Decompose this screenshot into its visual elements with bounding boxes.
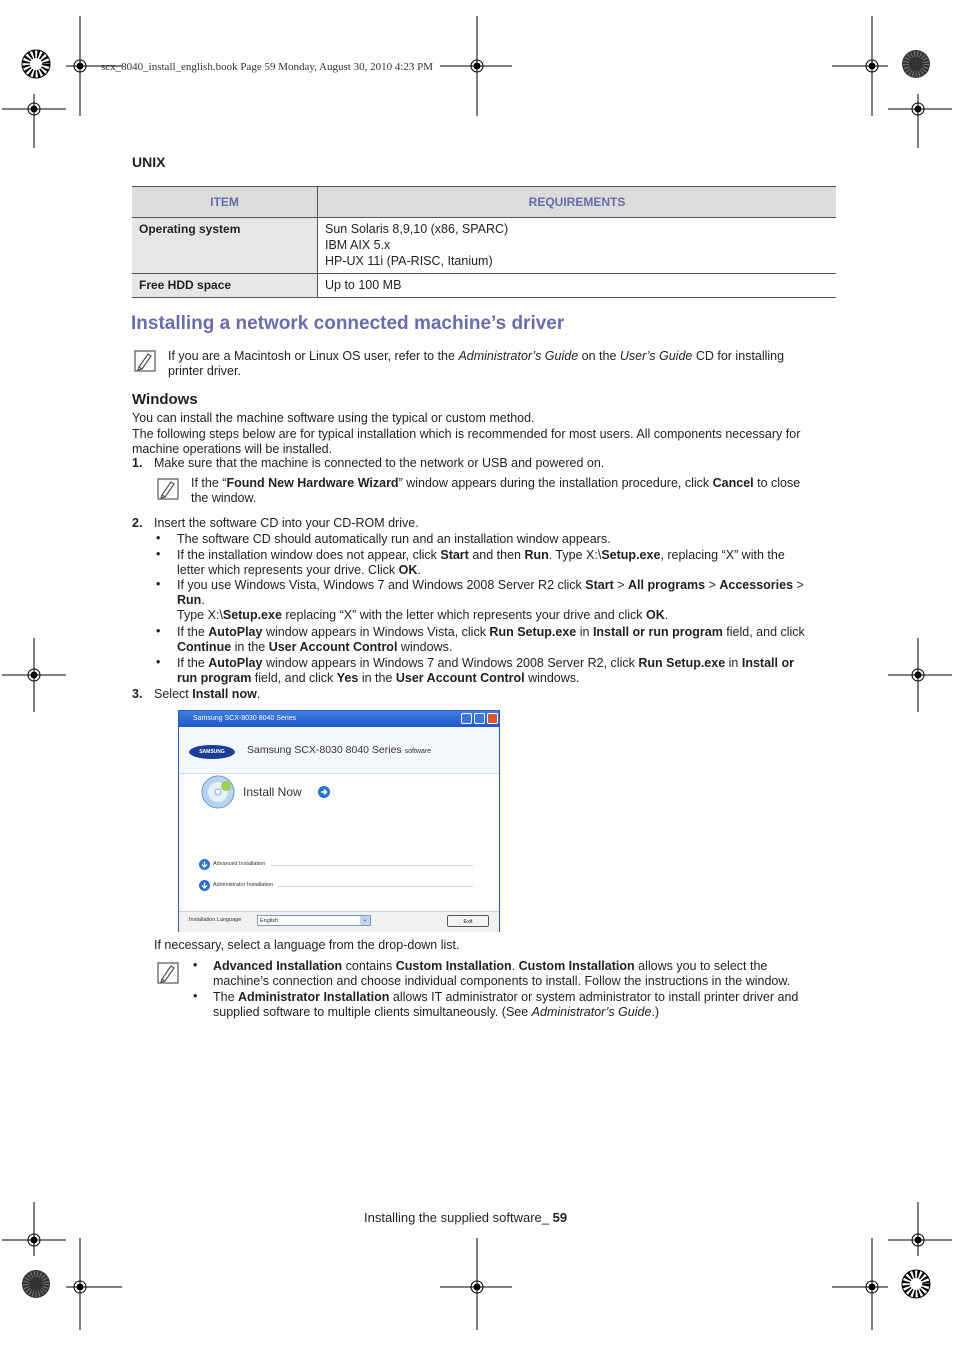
samsung-logo: SAMSUNG <box>189 745 235 759</box>
install-now-button[interactable]: Install Now <box>243 785 302 799</box>
row-value <box>318 274 837 298</box>
unix-requirements-table <box>132 186 836 298</box>
step-number: 2. <box>132 516 143 530</box>
arrow-down-icon[interactable] <box>198 879 211 892</box>
bullet: • <box>156 531 161 545</box>
table-header-row <box>132 187 836 218</box>
table-row <box>132 274 836 298</box>
installer-title: Samsung SCX-8030 8040 Series <box>193 715 297 722</box>
arrow-down-icon[interactable] <box>198 858 211 871</box>
installer-footer <box>179 911 499 932</box>
footer-text: Installing the supplied software_ <box>364 1210 553 1225</box>
installer-titlebar <box>179 711 499 727</box>
note-hardware-wizard: If the “Found New Hardware Wizard” window appears during the installation procedure, click Cancel to close the window. <box>191 476 801 505</box>
cd-icon <box>199 773 237 811</box>
col-requirements: REQUIREMENTS <box>318 187 837 218</box>
note-administrator: The Administrator Installation allows IT administrator or system administrator to install printer driver and supplied software to multiple clients simultaneously. (See Administrator’s Guide.) <box>213 990 799 1019</box>
step-text: Select Install now. <box>154 687 261 701</box>
bullet: • <box>156 655 161 669</box>
section-title: Installing a network connected machine’s driver <box>131 313 565 334</box>
value-line: Up to 100 MB <box>325 278 402 292</box>
language-value: English <box>260 918 279 924</box>
bullet: • <box>156 577 161 591</box>
row-key: Operating system <box>132 218 318 274</box>
row-value <box>318 218 837 274</box>
bullet-text: If the installation window does not appear, click Start and then Run. Type X:\Setup.exe, replacing “X” with the letter which represents your drive. Click OK. <box>177 548 785 577</box>
minimize-icon[interactable] <box>461 713 472 724</box>
language-select[interactable] <box>257 915 371 926</box>
value-line: HP-UX 11i (PA-RISC, Itanium) <box>325 254 493 268</box>
note-icon <box>134 350 156 372</box>
chevron-down-icon[interactable]: ⌄ <box>360 916 370 925</box>
product-name: Samsung SCX-8030 8040 Series software <box>247 744 432 756</box>
note-icon <box>157 478 179 500</box>
bullet: • <box>156 547 161 561</box>
arrow-right-icon[interactable] <box>317 785 331 799</box>
step-number: 1. <box>132 456 143 470</box>
installer-window <box>178 710 500 932</box>
language-label: Installation Language <box>189 917 242 923</box>
table-row <box>132 218 836 274</box>
maximize-icon[interactable] <box>474 713 485 724</box>
bullet: • <box>193 989 198 1003</box>
step-number: 3. <box>132 687 143 701</box>
value-line: IBM AIX 5.x <box>325 238 391 252</box>
exit-button[interactable]: Exit <box>447 915 489 927</box>
bullet-text: If you use Windows Vista, Windows 7 and Windows 2008 Server R2 click Start > All programs > Accessories > Run. Type X:\Setup.exe replacing “X” with the letter which represents your drive and click OK. <box>177 578 804 622</box>
note-macintosh: If you are a Macintosh or Linux OS user, refer to the Administrator’s Guide on the User’s Guide CD for installing printer driver. <box>168 349 785 378</box>
bullet-text: If the AutoPlay window appears in Windows 7 and Windows 2008 Server R2, click Run Setup.exe in Install or run program field, and click Yes in the User Account Control windows. <box>177 656 794 685</box>
windows-heading: Windows <box>132 391 198 408</box>
divider <box>277 886 473 887</box>
step-text: Make sure that the machine is connected to the network or USB and powered on. <box>154 456 605 470</box>
bullet-text: The software CD should automatically run and an installation window appears. <box>177 532 611 546</box>
col-item: ITEM <box>132 187 318 218</box>
step-text: Insert the software CD into your CD-ROM drive. <box>154 516 419 530</box>
bullet-text: If the AutoPlay window appears in Windows Vista, click Run Setup.exe in Install or run program field, and click Continue in the User Account Control windows. <box>177 625 805 654</box>
print-header: scx_8040_install_english.book Page 59 Monday, August 30, 2010 4:23 PM <box>101 61 434 73</box>
installer-banner <box>179 727 499 774</box>
page-number: 59 <box>552 1210 568 1225</box>
unix-heading: UNIX <box>132 154 166 170</box>
row-key: Free HDD space <box>132 274 318 298</box>
note-icon <box>157 962 179 984</box>
page-footer <box>364 1210 567 1225</box>
value-line: Sun Solaris 8,9,10 (x86, SPARC) <box>325 222 509 236</box>
close-icon[interactable] <box>487 713 498 724</box>
paragraph: You can install the machine software using the typical or custom method. <box>132 411 535 425</box>
paragraph: The following steps below are for typical installation which is recommended for most users. All components necessary for machine operations will be installed. <box>132 427 801 456</box>
administrator-installation-link[interactable]: Administrator Installation <box>213 882 274 888</box>
paragraph: If necessary, select a language from the drop-down list. <box>154 938 460 952</box>
bullet: • <box>193 958 198 972</box>
note-advanced: Advanced Installation contains Custom Installation. Custom Installation allows you to select the machine’s connection and choose individual components to install. Follow the instructions in the window. <box>213 959 791 988</box>
bullet: • <box>156 624 161 638</box>
advanced-installation-link[interactable]: Advanced Installation <box>213 861 266 867</box>
divider <box>271 865 473 866</box>
